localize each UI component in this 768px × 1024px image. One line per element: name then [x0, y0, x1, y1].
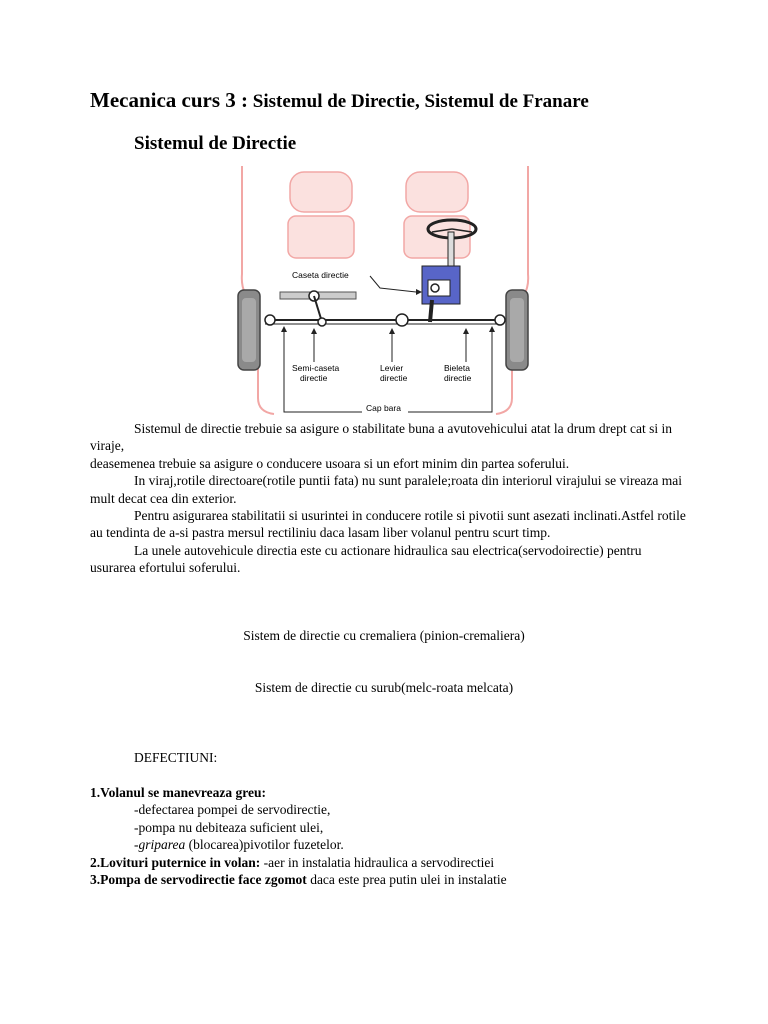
section-title: Sistemul de Directie	[134, 133, 297, 154]
title-topics: Sistemul de Directie, Sistemul de Franare	[252, 91, 589, 112]
label-semi-caseta-2: directie	[300, 373, 328, 383]
body-text	[90, 420, 690, 577]
defect-1-label: 1.Volanul se manevreaza greu:	[90, 785, 266, 800]
paragraph-stability: Sistemul de directie trebuie sa asigure o stabilitate buna a avutovehicului atat la drum drept cat si in viraje,	[90, 421, 672, 454]
steering-diagram-svg	[230, 166, 540, 418]
label-levier-2: directie	[380, 373, 408, 383]
label-caseta-directie: Caseta directie	[292, 270, 349, 280]
label-semi-caseta-1: Semi-caseta	[292, 363, 340, 373]
paragraph-effort: deasemenea trebuie sa asigure o conducere usoara si un efort minim din partea soferului.	[90, 455, 570, 471]
document-title	[90, 88, 589, 113]
defect-2-title: 2.Lovituri puternice in volan:	[90, 854, 261, 870]
label-levier-1: Levier	[380, 363, 404, 373]
type-rack-pinion: Sistem de directie cu cremaliera (pinion-cremaliera)	[243, 628, 525, 643]
defect-1-item-3-rest: (blocarea)pivotilor fuzetelor.	[185, 837, 344, 853]
paragraph-inclination: Pentru asigurarea stabilitatii si usurintei in conducere rotile si pivotii sunt asezati inclinati.Astfel rotile au tendinta de a-si pastra mersul rectiliniu daca lasam liber volanul pentru scurt timp.	[90, 508, 686, 541]
defect-1-item-2: -pompa nu debiteaza suficient ulei,	[134, 819, 324, 835]
defect-3	[90, 871, 710, 888]
defect-2	[90, 854, 710, 871]
defect-3-title: 3.Pompa de servodirectie face zgomot	[90, 872, 307, 888]
label-bieleta-2: directie	[444, 373, 472, 383]
defects-list	[90, 784, 710, 888]
defect-3-text: daca este prea putin ulei in instalatie	[306, 872, 507, 888]
defect-1-title	[90, 784, 710, 801]
title-course: Mecanica curs 3 :	[90, 88, 249, 112]
type-worm-gear: Sistem de directie cu surub(melc-roata melcata)	[254, 680, 514, 695]
label-cap-bara: Cap bara	[366, 403, 401, 413]
paragraph-turning: In viraj,rotile directoare(rotile puntii fata) nu sunt paralele;roata din interiorul virajului se vireaza mai mult decat cea din exterior.	[90, 473, 683, 506]
paragraph-power-steering: La unele autovehicule directia este cu actionare hidraulica sau electrica(servodoirectie) pentru usurarea efortului soferului.	[90, 542, 642, 576]
defects-heading: DEFECTIUNI:	[134, 750, 218, 765]
label-bieleta-1: Bieleta	[444, 363, 470, 373]
defect-1-item-3-italic: -griparea	[134, 837, 186, 853]
defect-1-item-3	[90, 836, 710, 853]
steering-diagram	[230, 166, 540, 418]
defect-1-item-1: -defectarea pompei de servodirectie,	[134, 802, 331, 818]
defect-2-text: -aer in instalatia hidraulica a servodirectiei	[260, 854, 495, 870]
